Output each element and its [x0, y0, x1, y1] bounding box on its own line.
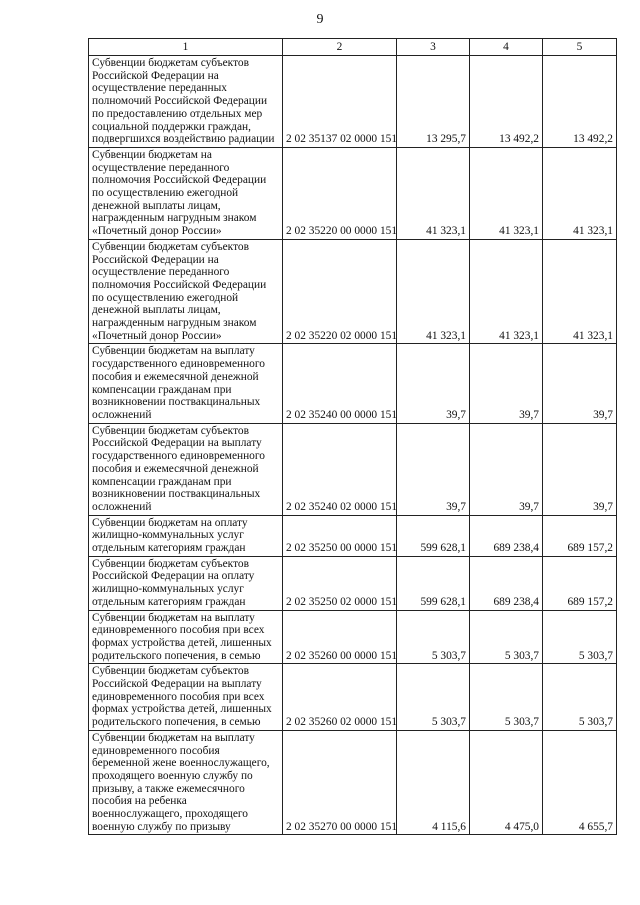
row-value-col4: 39,7: [470, 423, 543, 515]
row-value-col5: 5 303,7: [543, 664, 617, 731]
table-row: [89, 730, 617, 835]
row-budget-code: 2 02 35260 00 0000 151: [283, 610, 397, 664]
row-value-col3: 599 628,1: [397, 515, 470, 556]
row-value-col4: 13 492,2: [470, 56, 543, 148]
row-value-col3: 41 323,1: [397, 147, 470, 239]
row-value-col5: 41 323,1: [543, 239, 617, 344]
row-value-col5: 39,7: [543, 423, 617, 515]
table-row: [89, 610, 617, 664]
row-budget-code: 2 02 35220 02 0000 151: [283, 239, 397, 344]
header-row: [89, 39, 617, 56]
header-col-2: 2: [283, 39, 397, 56]
table-row: [89, 56, 617, 148]
row-budget-code: 2 02 35240 02 0000 151: [283, 423, 397, 515]
table-row: [89, 423, 617, 515]
table-row: [89, 515, 617, 556]
budget-table: [88, 38, 617, 835]
table-row: [89, 664, 617, 731]
row-value-col3: 599 628,1: [397, 556, 470, 610]
row-value-col4: 689 238,4: [470, 556, 543, 610]
row-budget-code: 2 02 35250 02 0000 151: [283, 556, 397, 610]
row-budget-code: 2 02 35260 02 0000 151: [283, 664, 397, 731]
row-value-col3: 39,7: [397, 423, 470, 515]
row-value-col4: 689 238,4: [470, 515, 543, 556]
header-col-1: 1: [89, 39, 283, 56]
table-row: [89, 147, 617, 239]
row-value-col4: 39,7: [470, 344, 543, 423]
row-description: Субвенции бюджетам на осуществление переданного полномочия Российской Федерации по осуществлению ежегодной денежной выплаты лицам, награжденным нагрудным знаком «Почетный донор России»: [89, 147, 283, 239]
row-value-col4: 5 303,7: [470, 664, 543, 731]
row-value-col4: 41 323,1: [470, 147, 543, 239]
row-value-col4: 41 323,1: [470, 239, 543, 344]
row-budget-code: 2 02 35270 00 0000 151: [283, 730, 397, 835]
row-value-col4: 5 303,7: [470, 610, 543, 664]
row-description: Субвенции бюджетам субъектов Российской Федерации на выплату единовременного пособия при всех формах устройства детей, лишенных родительского попечения, в семью: [89, 664, 283, 731]
header-col-5: 5: [543, 39, 617, 56]
table-row: [89, 344, 617, 423]
row-budget-code: 2 02 35137 02 0000 151: [283, 56, 397, 148]
row-value-col4: 4 475,0: [470, 730, 543, 835]
row-value-col5: 5 303,7: [543, 610, 617, 664]
row-description: Субвенции бюджетам субъектов Российской Федерации на оплату жилищно-коммунальных услуг отдельным категориям граждан: [89, 556, 283, 610]
row-description: Субвенции бюджетам субъектов Российской Федерации на осуществление переданного полномочия Российской Федерации по осуществлению ежегодной денежной выплаты лицам, награжденным нагрудным знаком «Почетный донор России»: [89, 239, 283, 344]
row-description: Субвенции бюджетам на выплату единовременного пособия беременной жене военнослужащего, проходящего военную службу по призыву, а также ежемесячного пособия на ребенка военнослужащего, проходящего военную службу по призыву: [89, 730, 283, 835]
row-budget-code: 2 02 35220 00 0000 151: [283, 147, 397, 239]
row-value-col3: 13 295,7: [397, 56, 470, 148]
row-value-col5: 13 492,2: [543, 56, 617, 148]
header-col-4: 4: [470, 39, 543, 56]
row-value-col3: 5 303,7: [397, 664, 470, 731]
header-col-3: 3: [397, 39, 470, 56]
row-value-col5: 689 157,2: [543, 515, 617, 556]
table-row: [89, 556, 617, 610]
row-value-col3: 41 323,1: [397, 239, 470, 344]
row-description: Субвенции бюджетам субъектов Российской Федерации на осуществление переданных полномочий Российской Федерации по предоставлению отдельных мер социальной поддержки граждан, подвергшихся воздействию радиации: [89, 56, 283, 148]
row-value-col3: 4 115,6: [397, 730, 470, 835]
row-value-col5: 689 157,2: [543, 556, 617, 610]
row-budget-code: 2 02 35240 00 0000 151: [283, 344, 397, 423]
row-description: Субвенции бюджетам на выплату единовременного пособия при всех формах устройства детей, лишенных родительского попечения, в семью: [89, 610, 283, 664]
row-value-col5: 39,7: [543, 344, 617, 423]
table-row: [89, 239, 617, 344]
row-budget-code: 2 02 35250 00 0000 151: [283, 515, 397, 556]
page-number: 9: [316, 12, 324, 27]
row-value-col5: 41 323,1: [543, 147, 617, 239]
row-value-col3: 39,7: [397, 344, 470, 423]
row-description: Субвенции бюджетам на оплату жилищно-коммунальных услуг отдельным категориям граждан: [89, 515, 283, 556]
row-description: Субвенции бюджетам на выплату государственного единовременного пособия и ежемесячной денежной компенсации гражданам при возникновении поствакцинальных осложнений: [89, 344, 283, 423]
row-value-col3: 5 303,7: [397, 610, 470, 664]
row-value-col5: 4 655,7: [543, 730, 617, 835]
row-description: Субвенции бюджетам субъектов Российской Федерации на выплату государственного единовременного пособия и ежемесячной денежной компенсации гражданам при возникновении поствакцинальных осложнений: [89, 423, 283, 515]
